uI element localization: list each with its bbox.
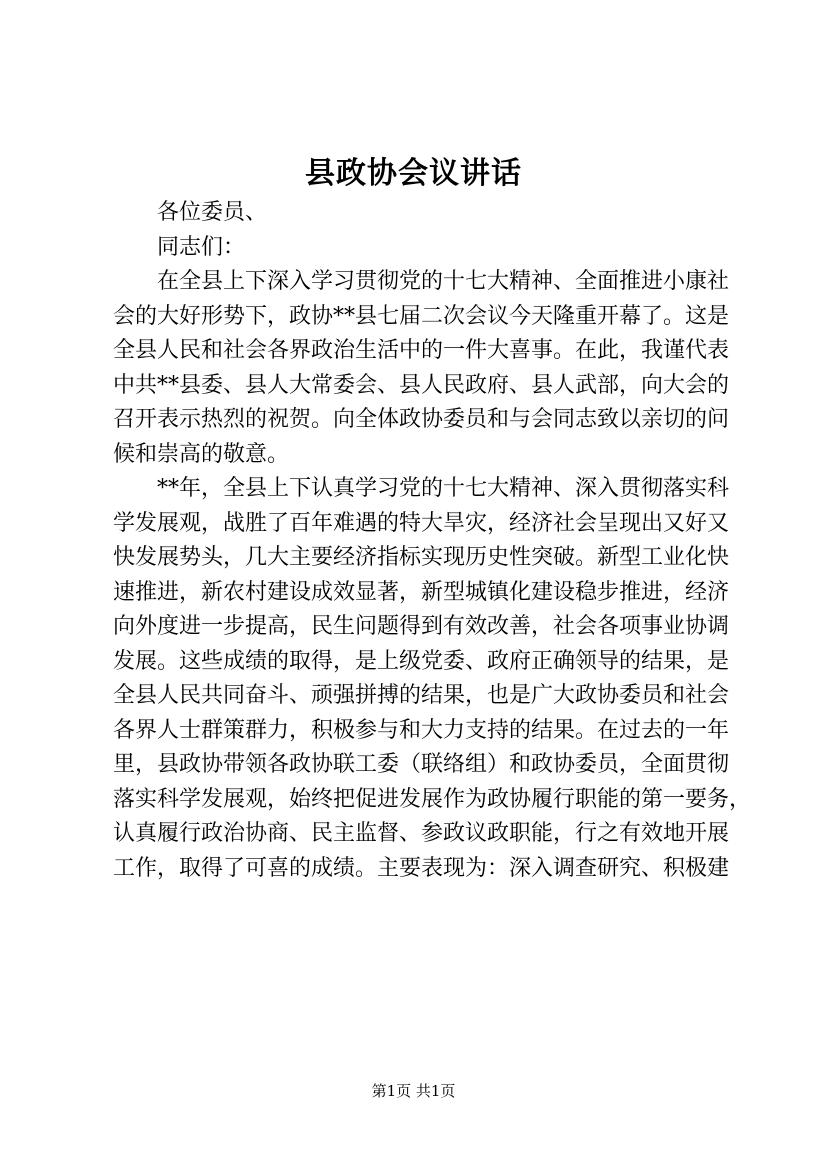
document-body [113, 196, 752, 886]
paragraph-line: 中共**县委、县人大常委会、县人民政府、县人武部，向大会的 [113, 372, 730, 398]
salutation-line: 各位委员、 [157, 200, 268, 225]
paragraph-line: **年，全县上下认真学习党的十七大精神、深入贯彻落实科 [157, 476, 730, 501]
page-footer: 第1页 共1页 [371, 1082, 456, 1100]
paragraph-line: 会的大好形势下，政协**县七届二次会议今天隆重开幕了。这是 [113, 303, 730, 329]
salutation-line: 同志们： [157, 234, 246, 260]
paragraph-line: 里，县政协带领各政协联工委（联络组）和政协委员，全面贯彻 [113, 752, 730, 777]
paragraph-line: 各界人士群策群力，积极参与和大力支持的结果。在过去的一年 [113, 717, 730, 743]
paragraph-line: 全县人民和社会各界政治生活中的一件大喜事。在此，我谨代表 [113, 338, 730, 363]
paragraph-line: 落实科学发展观，始终把促进发展作为政协履行职能的第一要务， [113, 786, 752, 812]
paragraph-line: 工作，取得了可喜的成绩。主要表现为：深入调查研究、积极建 [113, 855, 730, 881]
paragraph-line: 认真履行政治协商、民主监督、参政议政职能，行之有效地开展 [113, 821, 730, 846]
paragraph-line: 学发展观，战胜了百年难遇的特大旱灾，经济社会呈现出又好又 [113, 510, 730, 536]
paragraph-line: 召开表示热烈的祝贺。向全体政协委员和与会同志致以亲切的问 [113, 407, 730, 432]
paragraph-line: 向外度进一步提高，民生问题得到有效改善，社会各项事业协调 [113, 614, 730, 639]
paragraph-line: 速推进，新农村建设成效显著，新型城镇化建设稳步推进，经济 [113, 579, 730, 605]
document-title: 县政协会议讲话 [305, 156, 522, 191]
paragraph-line: 快发展势头，几大主要经济指标实现历史性突破。新型工业化快 [113, 545, 730, 570]
paragraph-line: 全县人民共同奋斗、顽强拼搏的结果，也是广大政协委员和社会 [113, 683, 730, 708]
paragraph-line: 在全县上下深入学习贯彻党的十七大精神、全面推进小康社 [157, 269, 730, 294]
paragraph-line: 发展。这些成绩的取得，是上级党委、政府正确领导的结果，是 [113, 648, 730, 674]
paragraph-line: 候和崇高的敬意。 [113, 441, 290, 467]
